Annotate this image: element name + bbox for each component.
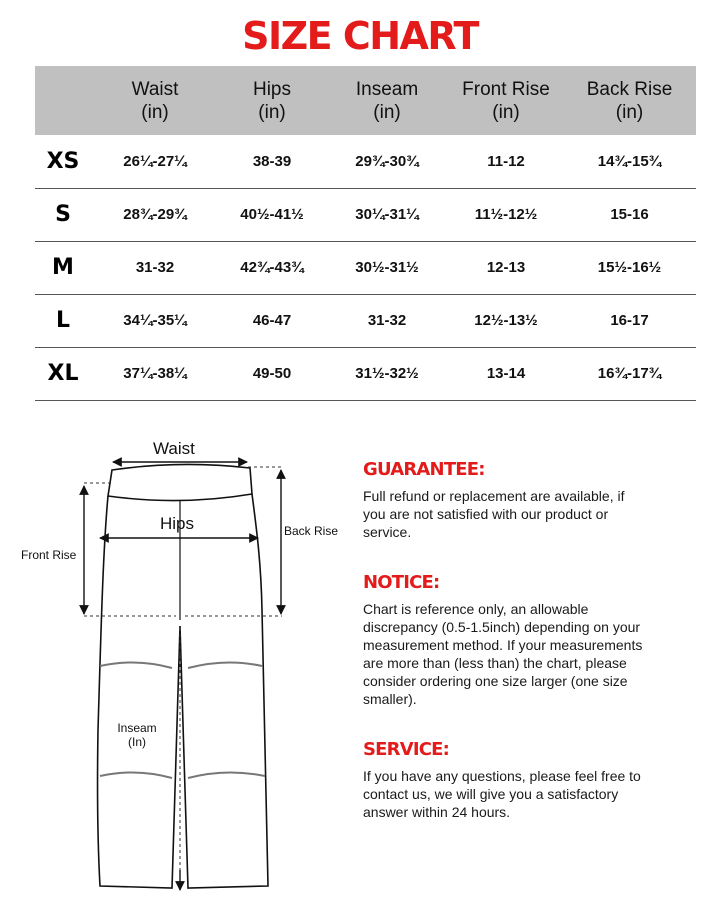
front-rise-value: 12-13 — [486, 259, 526, 276]
front-rise-value: 13-14 — [486, 365, 526, 382]
waist-value: 31-32 — [135, 259, 175, 276]
back-rise-value: 16¾-17¾ — [597, 365, 662, 382]
inseam-label-line1: Inseam — [117, 721, 157, 735]
size-label: M — [52, 255, 74, 280]
front-rise-value: 11½-12½ — [474, 206, 538, 223]
table-row — [35, 241, 696, 294]
table-row — [35, 135, 696, 188]
notice-heading: NOTICE: — [363, 572, 440, 593]
hips-value: 46-47 — [252, 312, 292, 329]
page-title: SIZE CHART — [242, 14, 478, 58]
inseam-value: 29¾-30¾ — [355, 152, 419, 170]
service-text: If you have any questions, please feel free to contact us, we will give you a satisfactory answer within 24 hours. — [363, 768, 641, 820]
guarantee-section — [363, 459, 693, 541]
inseam-label — [112, 721, 162, 749]
guarantee-heading: GUARANTEE: — [363, 459, 485, 480]
back-rise-label: Back Rise — [284, 524, 339, 538]
size-label: L — [55, 308, 71, 333]
front-rise-value: 11-12 — [487, 152, 525, 170]
notice-section — [363, 572, 693, 708]
header-size-cell — [35, 66, 91, 135]
service-heading: SERVICE: — [363, 739, 450, 760]
waist-value: 37¼-38¼ — [123, 365, 187, 382]
header-back-rise: Back Rise (in) — [586, 78, 673, 123]
table-header — [35, 66, 696, 135]
hips-value: 42¾-43¾ — [240, 259, 304, 276]
inseam-value: 30½-31½ — [355, 259, 419, 276]
back-rise-value: 15-16 — [610, 206, 649, 223]
back-rise-value: 14¾-15¾ — [597, 152, 662, 170]
size-label: S — [55, 202, 71, 227]
waist-value: 26¼-27¼ — [123, 152, 187, 170]
size-label: XS — [46, 148, 80, 174]
table-row — [35, 347, 696, 400]
inseam-value: 30¼-31¼ — [355, 206, 419, 223]
size-label: XL — [47, 361, 79, 386]
header-waist: Waist (in) — [131, 78, 179, 123]
guarantee-text: Full refund or replacement are available, if you are not satisfied with our product or service. — [363, 488, 625, 540]
pants-measurement-diagram — [0, 430, 350, 899]
inseam-label-line2: (In) — [128, 735, 146, 749]
header-hips: Hips (in) — [252, 78, 291, 123]
pants-outline-icon — [0, 430, 350, 899]
hips-value: 49-50 — [252, 365, 292, 382]
inseam-value: 31½-32½ — [355, 365, 419, 382]
hips-label: Hips — [160, 514, 195, 533]
front-rise-label: Front Rise — [21, 548, 77, 562]
notice-text: Chart is reference only, an allowable discrepancy (0.5-1.5inch) depending on your measurement method. If your measurements are more than (less than) the chart, please consider ordering one size larger (one size smaller). — [363, 601, 643, 707]
waist-label: Waist — [153, 439, 195, 458]
back-rise-value: 15½-16½ — [597, 259, 662, 276]
waist-value: 28¾-29¾ — [123, 206, 187, 223]
waist-value: 34¼-35¼ — [123, 312, 187, 329]
table-row — [35, 188, 696, 241]
back-rise-value: 16-17 — [610, 312, 649, 329]
table-row — [35, 294, 696, 347]
header-front-rise: Front Rise (in) — [462, 78, 550, 123]
header-inseam: Inseam (in) — [355, 78, 419, 123]
size-chart-table — [35, 66, 696, 401]
inseam-value: 31-32 — [367, 312, 407, 329]
hips-value: 38-39 — [252, 152, 292, 170]
hips-value: 40½-41½ — [240, 206, 304, 223]
service-section — [363, 739, 693, 821]
front-rise-value: 12½-13½ — [474, 312, 538, 329]
